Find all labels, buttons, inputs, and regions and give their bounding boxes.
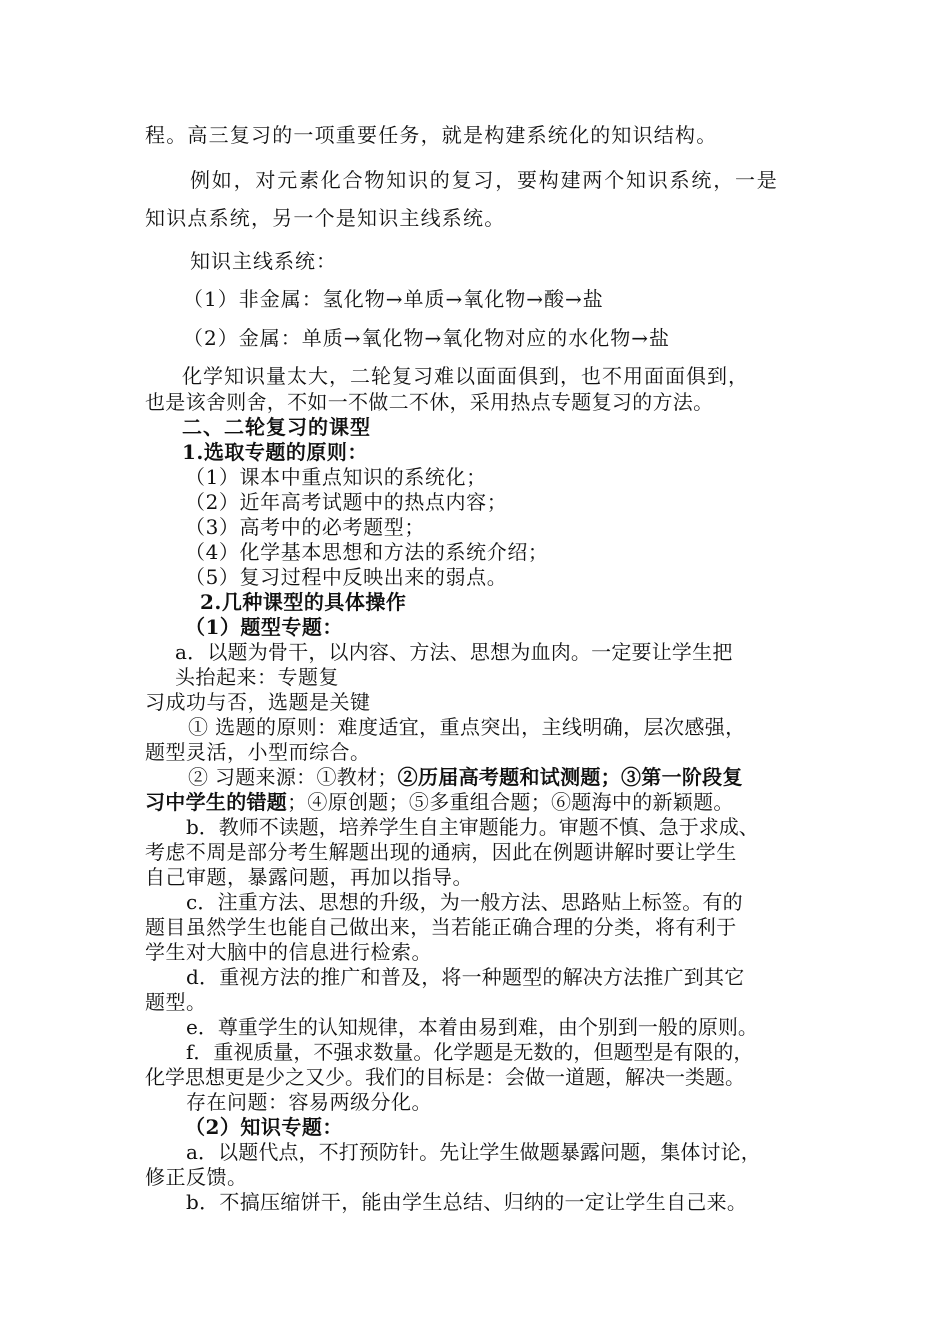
list-item: （2）近年高考试题中的热点内容； [185,490,508,514]
paragraph-line: 知识点系统，另一个是知识主线系统。 [145,206,506,230]
paragraph-line [188,765,743,789]
paragraph-line: 头抬起来：专题复 [175,665,339,689]
paragraph-line: 题型灵活，小型而综合。 [145,740,371,764]
paragraph-line: a．以题为骨干，以内容、方法、思想为血肉。一定要让学生把 [175,640,733,664]
paragraph-line: 也是该舍则舍，不如一不做二不休，采用热点专题复习的方法。 [145,390,714,414]
list-item: （4）化学基本思想和方法的系统介绍； [185,540,549,564]
list-item: （1）课本中重点知识的系统化； [185,465,487,489]
paragraph-line: 存在问题：容易两级分化。 [186,1090,432,1114]
paragraph-line: 例如，对元素化合物知识的复习，要构建两个知识系统，一是 [190,168,779,192]
subsection-heading: （1）题型专题： [185,615,343,639]
paragraph-line: 学生对大脑中的信息进行检索。 [145,940,432,964]
list-item: （2）金属：单质→氧化物→氧化物对应的水化物→盐 [183,326,670,350]
paragraph-line: 程。高三复习的一项重要任务，就是构建系统化的知识结构。 [145,123,718,147]
paragraph-line: c．注重方法、思想的升级，为一般方法、思路贴上标签。有的 [186,890,743,914]
subsection-heading: （2）知识专题： [185,1115,343,1139]
list-item: （1）非金属：氢化物→单质→氧化物→酸→盐 [183,287,604,311]
bold-text-run: ②历届高考题和试测题；③第一阶段复 [397,765,743,789]
paragraph-line: 化学知识量太大，二轮复习难以面面俱到，也不用面面俱到， [182,364,749,388]
paragraph-line: 修正反馈。 [145,1165,248,1189]
paragraph-line: b．不搞压缩饼干，能由学生总结、归纳的一定让学生自己来。 [186,1190,748,1214]
paragraph-line [145,790,734,814]
list-item: （5）复习过程中反映出来的弱点。 [185,565,508,589]
paragraph-line: 自己审题，暴露问题，再加以指导。 [145,865,473,889]
paragraph-line: 考虑不周是部分考生解题出现的通病，因此在例题讲解时要让学生 [145,840,737,864]
paragraph-line: ① 选题的原则：难度适宜，重点突出，主线明确，层次感强， [188,715,746,739]
paragraph-line: f．重视质量，不强求数量。化学题是无数的，但题型是有限的， [186,1040,754,1064]
paragraph-line: 化学思想更是少之又少。我们的目标是：会做一道题，解决一类题。 [145,1065,745,1089]
paragraph-line: 习成功与否，选题是关键 [145,690,371,714]
list-item: （3）高考中的必考题型； [185,515,425,539]
paragraph-line: d．重视方法的推广和普及，将一种题型的解决方法推广到其它 [186,965,745,989]
paragraph-line: 知识主线系统： [190,249,337,273]
paragraph-line: a．以题代点，不打预防针。先让学生做题暴露问题，集体讨论， [186,1140,761,1164]
text-run: ② 习题来源：①教材； [188,765,398,789]
paragraph-line: 题型。 [145,990,207,1014]
bold-text-run: 习中学生的错题 [145,790,288,814]
paragraph-line: e．尊重学生的认知规律，本着由易到难，由个别到一般的原则。 [186,1015,758,1039]
subsection-heading: 2.几种课型的具体操作 [200,590,407,614]
text-run: ；④原创题；⑤多重组合题；⑥题海中的新颖题。 [287,790,734,814]
paragraph-line: b．教师不读题，培养学生自主审题能力。审题不慎、急于求成、 [186,815,759,839]
section-heading: 二、二轮复习的课型 [182,415,371,439]
paragraph-line: 题目虽然学生也能自己做出来，当若能正确合理的分类，将有利于 [145,915,737,939]
subsection-heading: 1.选取专题的原则： [182,440,368,464]
